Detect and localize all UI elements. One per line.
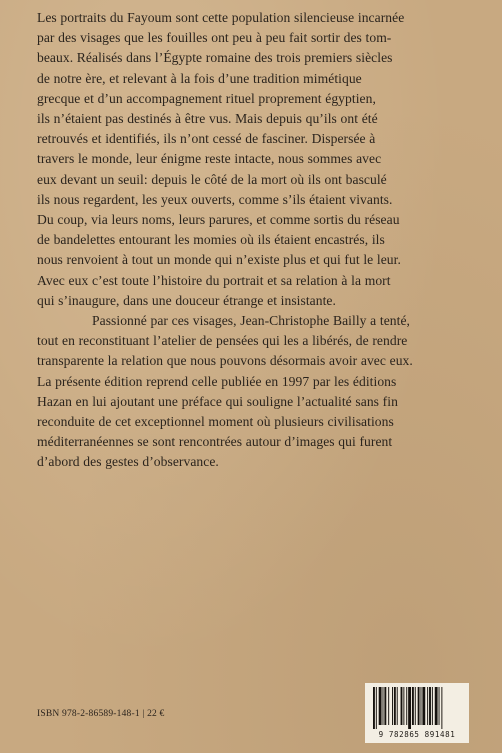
text-line: reconduite de cet exceptionnel moment où plusieurs civilisations (37, 414, 394, 430)
text-line: de notre ère, et relevant à la fois d’une tradition mimétique (37, 70, 362, 86)
text-line: travers le monde, leur énigme reste intacte, nous sommes avec (37, 151, 382, 167)
barcode-digits: 9 782865 891481 (378, 730, 456, 739)
text-line: beaux. Réalisés dans l’Égypte romaine des trois premiers siècles (37, 50, 393, 66)
blurb-text (37, 8, 469, 473)
text-line: Passionné par ces visages, Jean-Christophe Bailly a tenté, (92, 313, 411, 329)
text-line: d’abord des gestes d’observance. (37, 454, 219, 470)
barcode-icon (371, 687, 463, 729)
text-line: transparente la relation que nous pouvons désormais avoir avec eux. (37, 353, 413, 369)
text-line: grecque et d’un accompagnement rituel proprement égyptien, (37, 90, 376, 106)
text-line: Les portraits du Fayoum sont cette population silencieuse incarnée (37, 10, 405, 25)
text-line: méditerranéennes se sont rencontrées autour d’images qui furent (37, 434, 393, 450)
blurb-paragraph-1 (37, 8, 469, 311)
text-line: nous renvoient à tout un monde qui n’existe plus et qui fut le leur. (37, 252, 401, 268)
text-line: Du coup, via leurs noms, leurs parures, et comme sortis du réseau (37, 212, 400, 228)
text-line: de bandelettes entourant les momies où ils étaient encastrés, ils (37, 232, 385, 248)
text-line: tout en reconstituant l’atelier de pensées qui les a libérés, de rendre (37, 333, 408, 349)
text-line: Hazan en lui ajoutant une préface qui souligne l’actualité sans fin (37, 393, 398, 409)
text-line: qui s’inaugure, dans une douceur étrange et insistante. (37, 292, 336, 308)
text-line: retrouvés et identifiés, ils n’ont cessé de fasciner. Dispersée à (37, 131, 376, 147)
text-line: La présente édition reprend celle publiée en 1997 par les éditions (37, 373, 397, 389)
barcode-label (365, 683, 469, 743)
text-line: ils n’étaient pas destinés à être vus. Mais depuis qu’ils ont été (37, 111, 378, 127)
text-line: ils nous regardent, les yeux ouverts, comme s’ils étaient vivants. (37, 191, 393, 207)
isbn-price: ISBN 978-2-86589-148-1 | 22 € (37, 709, 165, 719)
text-line: par des visages que les fouilles ont peu à peu fait sortir des tom- (37, 30, 392, 46)
text-line: eux devant un seuil: depuis le côté de la mort où ils ont basculé (37, 171, 387, 187)
blurb-paragraph-2 (37, 311, 469, 473)
text-line: Avec eux c’est toute l’histoire du portrait et sa relation à la mort (37, 272, 391, 288)
